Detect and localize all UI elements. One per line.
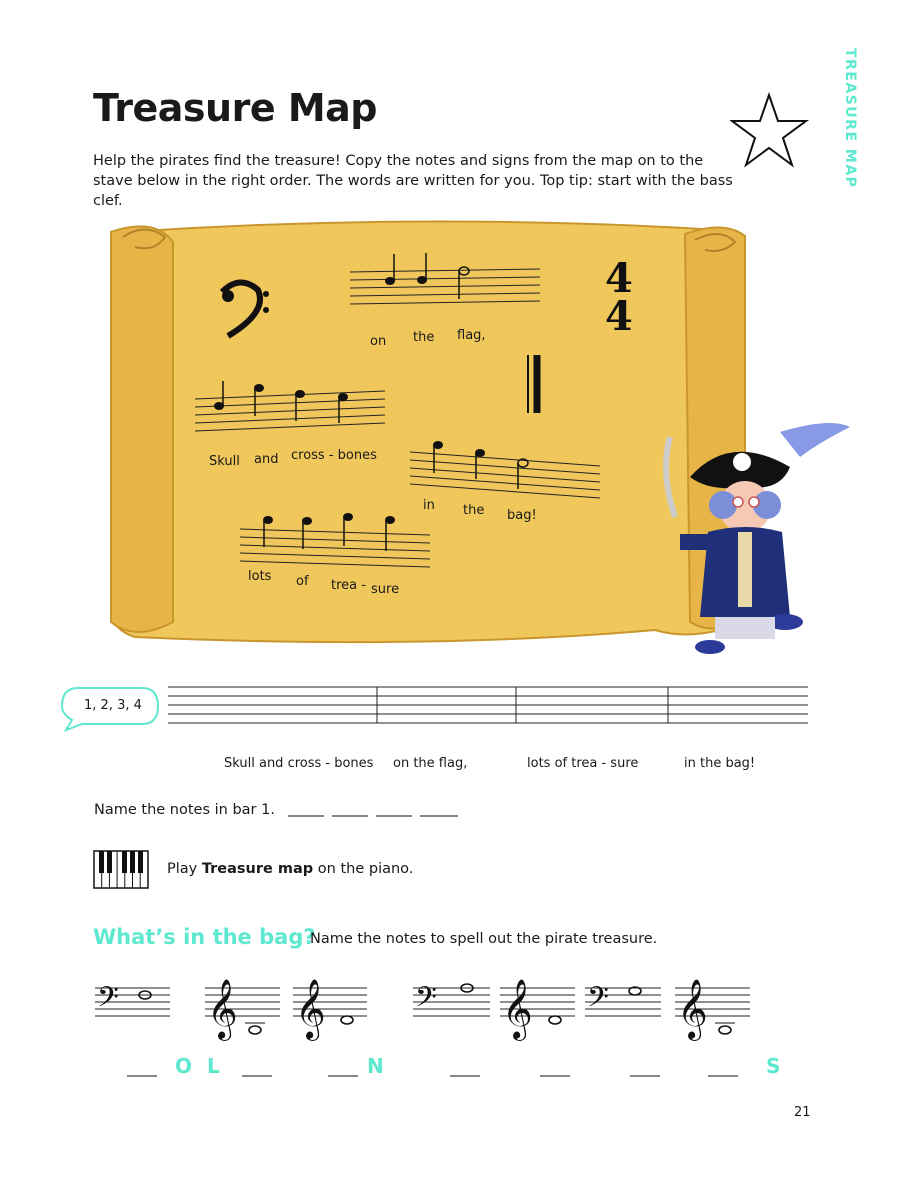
map-lyric: Skull [209, 454, 240, 469]
time-sig-bottom: 4 [605, 293, 633, 340]
treble-clef-icon: 𝄞 [677, 979, 708, 1039]
answer-letters: N [367, 1054, 388, 1078]
map-lyric: flag, [457, 328, 486, 343]
map-lyric: on [370, 334, 387, 349]
name-notes-question [94, 802, 466, 818]
map-artwork [95, 212, 855, 672]
count-bubble-text: 1, 2, 3, 4 [84, 698, 142, 713]
treasure-map [95, 212, 855, 672]
scroll-left-roll [111, 226, 173, 632]
stave-lyric-bar1: Skull and cross - bones [224, 756, 374, 771]
blank-stave [168, 686, 810, 726]
bag-instructions: Name the notes to spell out the pirate treasure. [310, 931, 658, 947]
stave-lyric-bar4: in the bag! [684, 756, 756, 771]
answer-blanks[interactable] [286, 808, 466, 818]
map-lyric: in [423, 498, 435, 513]
page-number: 21 [794, 1105, 811, 1120]
bass-clef-icon: 𝄢 [587, 981, 609, 1021]
section-tab: TREASURE MAP [842, 48, 858, 189]
treble-clef-icon: 𝄞 [207, 979, 238, 1039]
map-lyric: and [254, 452, 279, 467]
play-instruction: Play Treasure map on the piano. [167, 861, 414, 877]
treble-clef-icon: 𝄞 [295, 979, 326, 1039]
name-notes-text: Name the notes in bar 1. [94, 802, 275, 818]
map-lyric: the [413, 330, 435, 345]
map-lyric: the [463, 503, 485, 518]
map-lyric: trea - [331, 578, 366, 593]
stave-lyric-bar3: lots of trea - sure [527, 756, 639, 771]
answer-letters: S [766, 1054, 785, 1078]
map-lyric: cross - bones [291, 448, 377, 463]
time-sig-top: 4 [605, 255, 633, 302]
answer-letters: O L [175, 1054, 224, 1078]
map-lyric: bag! [507, 508, 537, 523]
stave-lyric-bar2: on the flag, [393, 756, 468, 771]
map-lyric: lots [248, 569, 272, 584]
page-title: Treasure Map [93, 86, 377, 130]
map-lyric: of [296, 574, 309, 589]
piano-icon [93, 850, 149, 890]
map-lyric: sure [371, 582, 400, 597]
bass-clef-icon: 𝄢 [415, 981, 437, 1021]
intro-text: Help the pirates find the treasure! Copy the notes and signs from the map on to the stave below in the right order. The words are written for you. Top tip: start with the bass clef. [93, 153, 733, 209]
bag-staves [95, 970, 775, 1046]
treble-clef-icon: 𝄞 [502, 979, 533, 1039]
bass-clef-icon: 𝄢 [97, 981, 119, 1021]
parchment [111, 221, 743, 642]
star-icon [730, 92, 810, 168]
bag-heading: What’s in the bag? [93, 925, 316, 949]
